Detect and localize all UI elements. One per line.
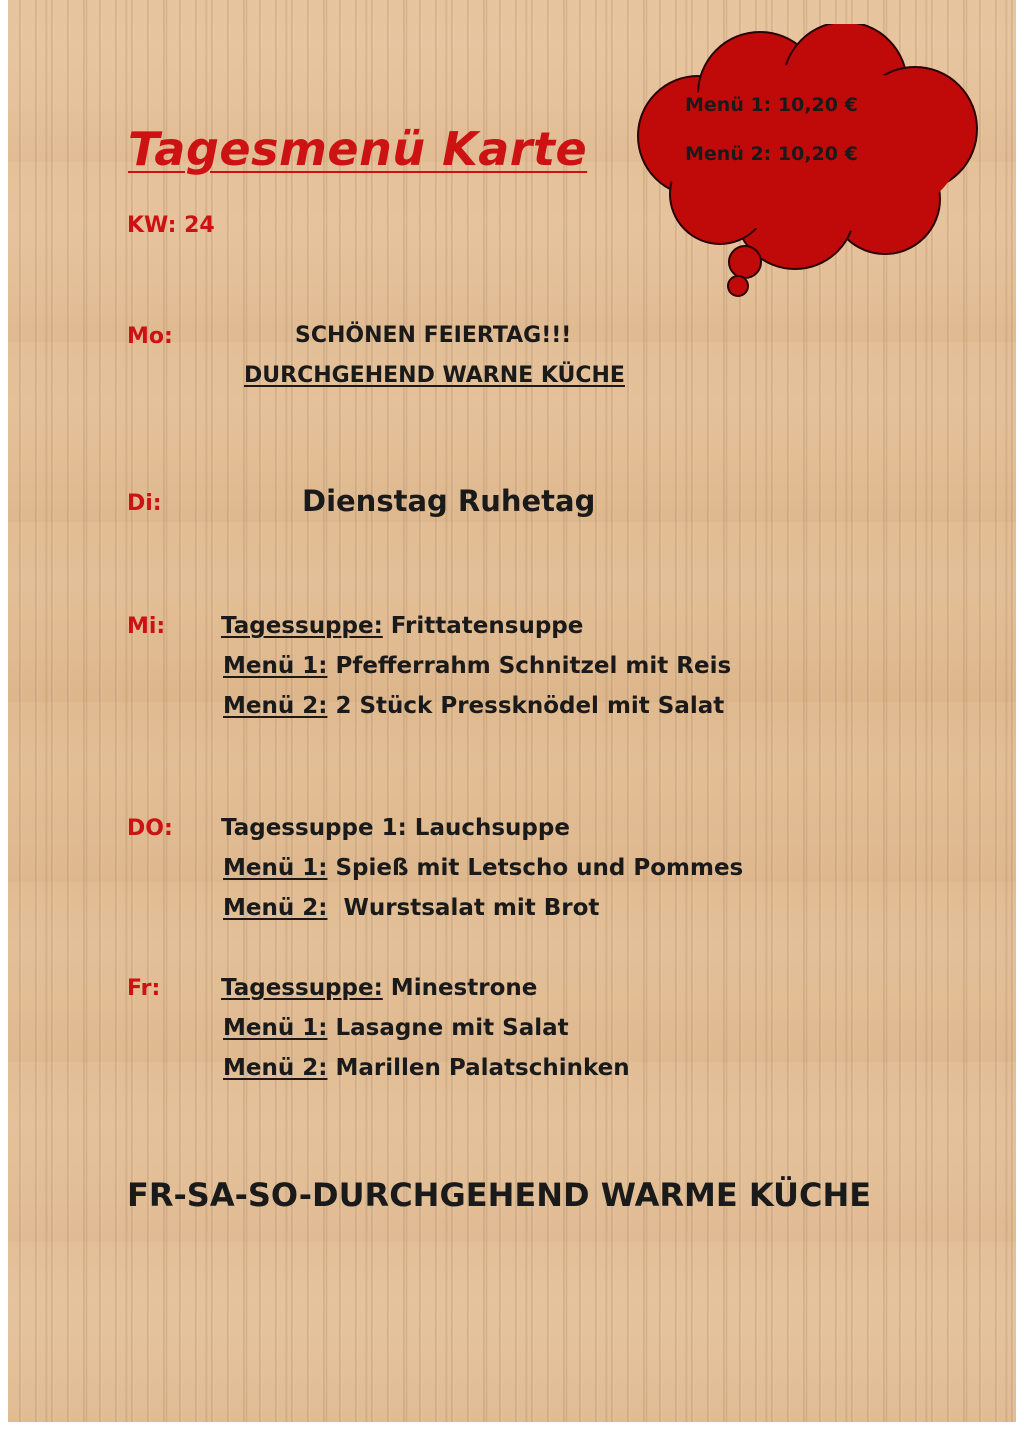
- menu2-label: Menü 2:: [223, 693, 328, 719]
- menu2-dish: 2 Stück Pressknödel mit Salat: [327, 693, 725, 719]
- page-title: Tagesmenü Karte: [128, 122, 588, 176]
- mi-menu2: [223, 693, 724, 719]
- soup-label: Tagessuppe:: [221, 975, 383, 1001]
- do-menu1: [223, 855, 743, 881]
- mo-holiday: SCHÖNEN FEIERTAG!!!: [295, 323, 572, 348]
- menu1-label: Menü 1:: [223, 1015, 328, 1041]
- cloud-bubble-small: [728, 276, 748, 296]
- di-closed: Dienstag Ruhetag: [302, 484, 596, 518]
- mo-kitchen-note: DURCHGEHEND WARNE KÜCHE: [244, 363, 625, 388]
- day-label-di: Di:: [127, 491, 162, 516]
- fr-menu1: [223, 1015, 569, 1041]
- menu1-dish: Spieß mit Letscho und Pommes: [327, 855, 744, 881]
- menu1-dish: Pfefferrahm Schnitzel mit Reis: [327, 653, 732, 679]
- soup-dish: Frittatensuppe: [382, 613, 584, 639]
- cloud-price-menu2: Menü 2: 10,20 €: [685, 143, 858, 165]
- menu2-label: Menü 2:: [223, 895, 328, 921]
- menu-card: [8, 0, 1016, 1422]
- do-menu2: [223, 895, 599, 921]
- cloud-price-menu1: Menü 1: 10,20 €: [685, 94, 858, 116]
- calendar-week: KW: 24: [127, 213, 215, 238]
- do-soup: Tagessuppe 1: Lauchsuppe: [221, 815, 570, 841]
- day-label-do: DO:: [127, 816, 173, 841]
- soup-dish: Minestrone: [382, 975, 538, 1001]
- menu1-dish: Lasagne mit Salat: [327, 1015, 569, 1041]
- menu1-label: Menü 1:: [223, 653, 328, 679]
- mi-menu1: [223, 653, 731, 679]
- day-label-mo: Mo:: [127, 324, 173, 349]
- day-label-mi: Mi:: [127, 614, 166, 639]
- menu2-dish: Wurstsalat mit Brot: [327, 895, 600, 921]
- day-label-fr: Fr:: [127, 976, 161, 1001]
- fr-soup: [221, 975, 537, 1001]
- cloud-bubble-large: [729, 246, 761, 278]
- menu1-label: Menü 1:: [223, 855, 328, 881]
- menu2-dish: Marillen Palatschinken: [327, 1055, 630, 1081]
- soup-label: Tagessuppe:: [221, 613, 383, 639]
- mi-soup: [221, 613, 583, 639]
- footer-note: FR-SA-SO-DURCHGEHEND WARME KÜCHE: [127, 1176, 872, 1214]
- fr-menu2: [223, 1055, 630, 1081]
- menu2-label: Menü 2:: [223, 1055, 328, 1081]
